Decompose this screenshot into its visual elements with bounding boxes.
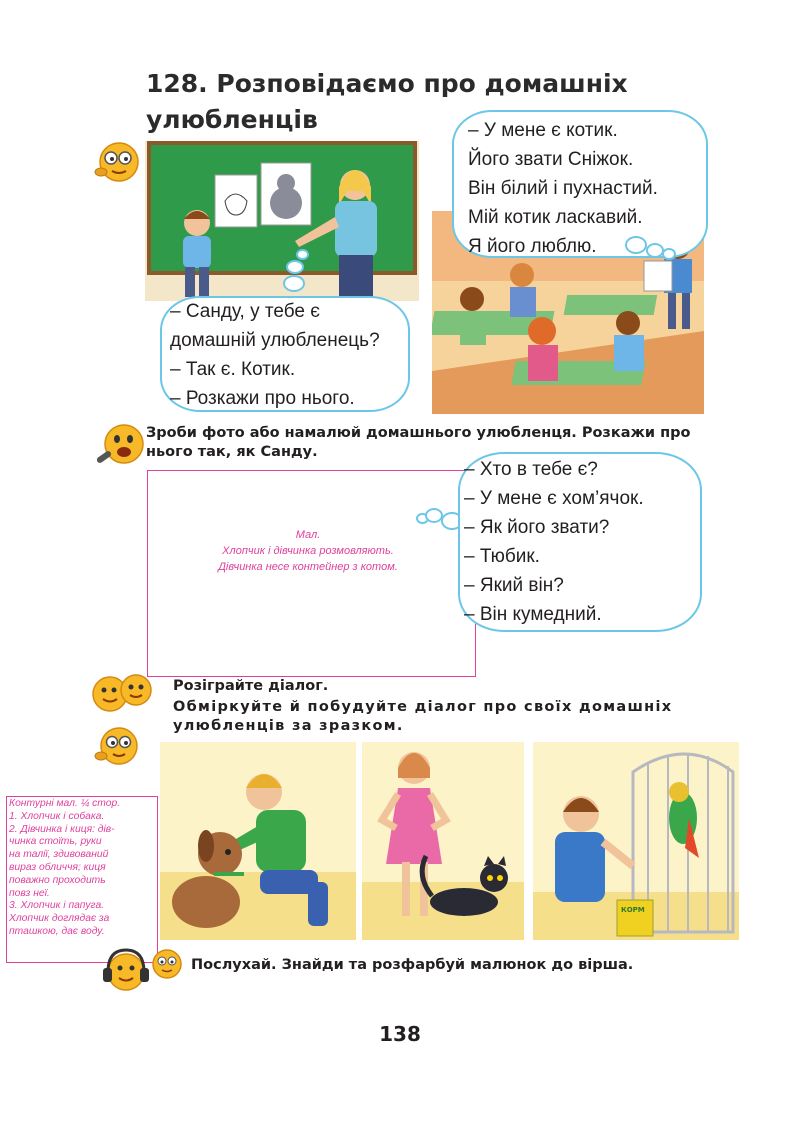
placeholder-caption bbox=[148, 527, 468, 575]
task-line: Зроби фото або намалюй домашнього улюбленця. Розкажи про bbox=[146, 425, 691, 441]
note-line: чинка стоїть, руки bbox=[9, 836, 102, 848]
boy-and-parrot-illustration bbox=[533, 742, 739, 940]
task-listen-and-color: Послухай. Знайди та розфарбуй малюнок до вірша. bbox=[191, 957, 634, 973]
editor-margin-note bbox=[6, 796, 158, 963]
note-line: поважно проходить bbox=[9, 874, 106, 886]
bubble-line: – Розкажи про нього. bbox=[170, 388, 355, 409]
speech-bubble-teacher bbox=[160, 296, 410, 412]
bubble-line: – Як його звати? bbox=[464, 517, 610, 538]
bubble-line: домашній улюбленець? bbox=[170, 330, 380, 351]
headphones-smiley-icon bbox=[102, 948, 150, 994]
task-line: Обміркуйте й побудуйте діалог про своїх домашніх bbox=[173, 699, 673, 715]
note-line: 3. Хлопчик і папуга. bbox=[9, 900, 105, 912]
title-line-2: улюбленців bbox=[146, 105, 318, 134]
note-line: повз неї. bbox=[9, 887, 50, 899]
note-line: 1. Хлопчик і собака. bbox=[9, 810, 105, 822]
note-line: вираз обличчя; киця bbox=[9, 861, 106, 873]
task-line: Розіграйте діалог. bbox=[173, 678, 329, 694]
bubble-line: Я його люблю. bbox=[468, 236, 597, 257]
thought-puff bbox=[286, 260, 304, 274]
note-line: Контурні мал. ¼ стор. bbox=[9, 798, 121, 809]
thought-puff bbox=[662, 248, 676, 260]
placeholder-line: Хлопчик і дівчинка розмовляють. bbox=[222, 545, 394, 557]
bubble-line: Його звати Сніжок. bbox=[468, 149, 634, 170]
note-line: Хлопчик доглядає за bbox=[9, 913, 110, 925]
note-line: пташкою, дає воду. bbox=[9, 925, 105, 937]
page-number: 138 bbox=[379, 1022, 421, 1046]
pair-smileys-icon bbox=[90, 672, 156, 716]
speech-bubble-sandu bbox=[452, 110, 708, 258]
bubble-line: – Який він? bbox=[464, 575, 564, 596]
speaking-smiley-icon bbox=[88, 420, 148, 472]
bubble-line: – У мене є котик. bbox=[468, 120, 618, 141]
bubble-line: – Санду, у тебе є bbox=[170, 301, 320, 322]
bubble-line: – Так є. Котик. bbox=[170, 359, 296, 380]
thought-puff bbox=[625, 236, 647, 254]
feed-box-label: КОРМ bbox=[621, 906, 645, 914]
illustration-placeholder-frame bbox=[147, 470, 476, 677]
bubble-line: – У мене є хом’ячок. bbox=[464, 488, 644, 509]
thinking-smiley-icon bbox=[92, 138, 142, 184]
bubble-line: – Тюбик. bbox=[464, 546, 540, 567]
placeholder-line: Дівчинка несе контейнер з котом. bbox=[218, 561, 398, 573]
bubble-line: Мій котик ласкавий. bbox=[468, 207, 643, 228]
girl-and-cat-illustration bbox=[362, 742, 524, 940]
note-line: на талії, здивований bbox=[9, 849, 109, 861]
thinking-smiley-icon bbox=[92, 724, 142, 768]
title-line-1: 128. Розповідаємо про домашніх bbox=[146, 69, 628, 98]
bubble-line: – Він кумедний. bbox=[464, 604, 602, 625]
bubble-line: Він білий і пухнастий. bbox=[468, 178, 658, 199]
listening-smiley-icon bbox=[150, 946, 184, 982]
placeholder-line: Мал. bbox=[295, 529, 321, 541]
thought-puff bbox=[283, 275, 305, 292]
bubble-line: – Хто в тебе є? bbox=[464, 459, 598, 480]
task-line: улюбленців за зразком. bbox=[173, 718, 404, 734]
teacher-classroom-illustration bbox=[145, 141, 419, 301]
task-role-play bbox=[173, 677, 733, 736]
note-line: 2. Дівчинка і киця: дів- bbox=[9, 823, 115, 835]
task-line: нього так, як Санду. bbox=[146, 444, 318, 460]
boy-and-dog-illustration bbox=[160, 742, 356, 940]
speech-bubble-hamster-dialog bbox=[458, 452, 702, 632]
thought-puff bbox=[646, 243, 664, 258]
thought-puff bbox=[296, 249, 309, 260]
